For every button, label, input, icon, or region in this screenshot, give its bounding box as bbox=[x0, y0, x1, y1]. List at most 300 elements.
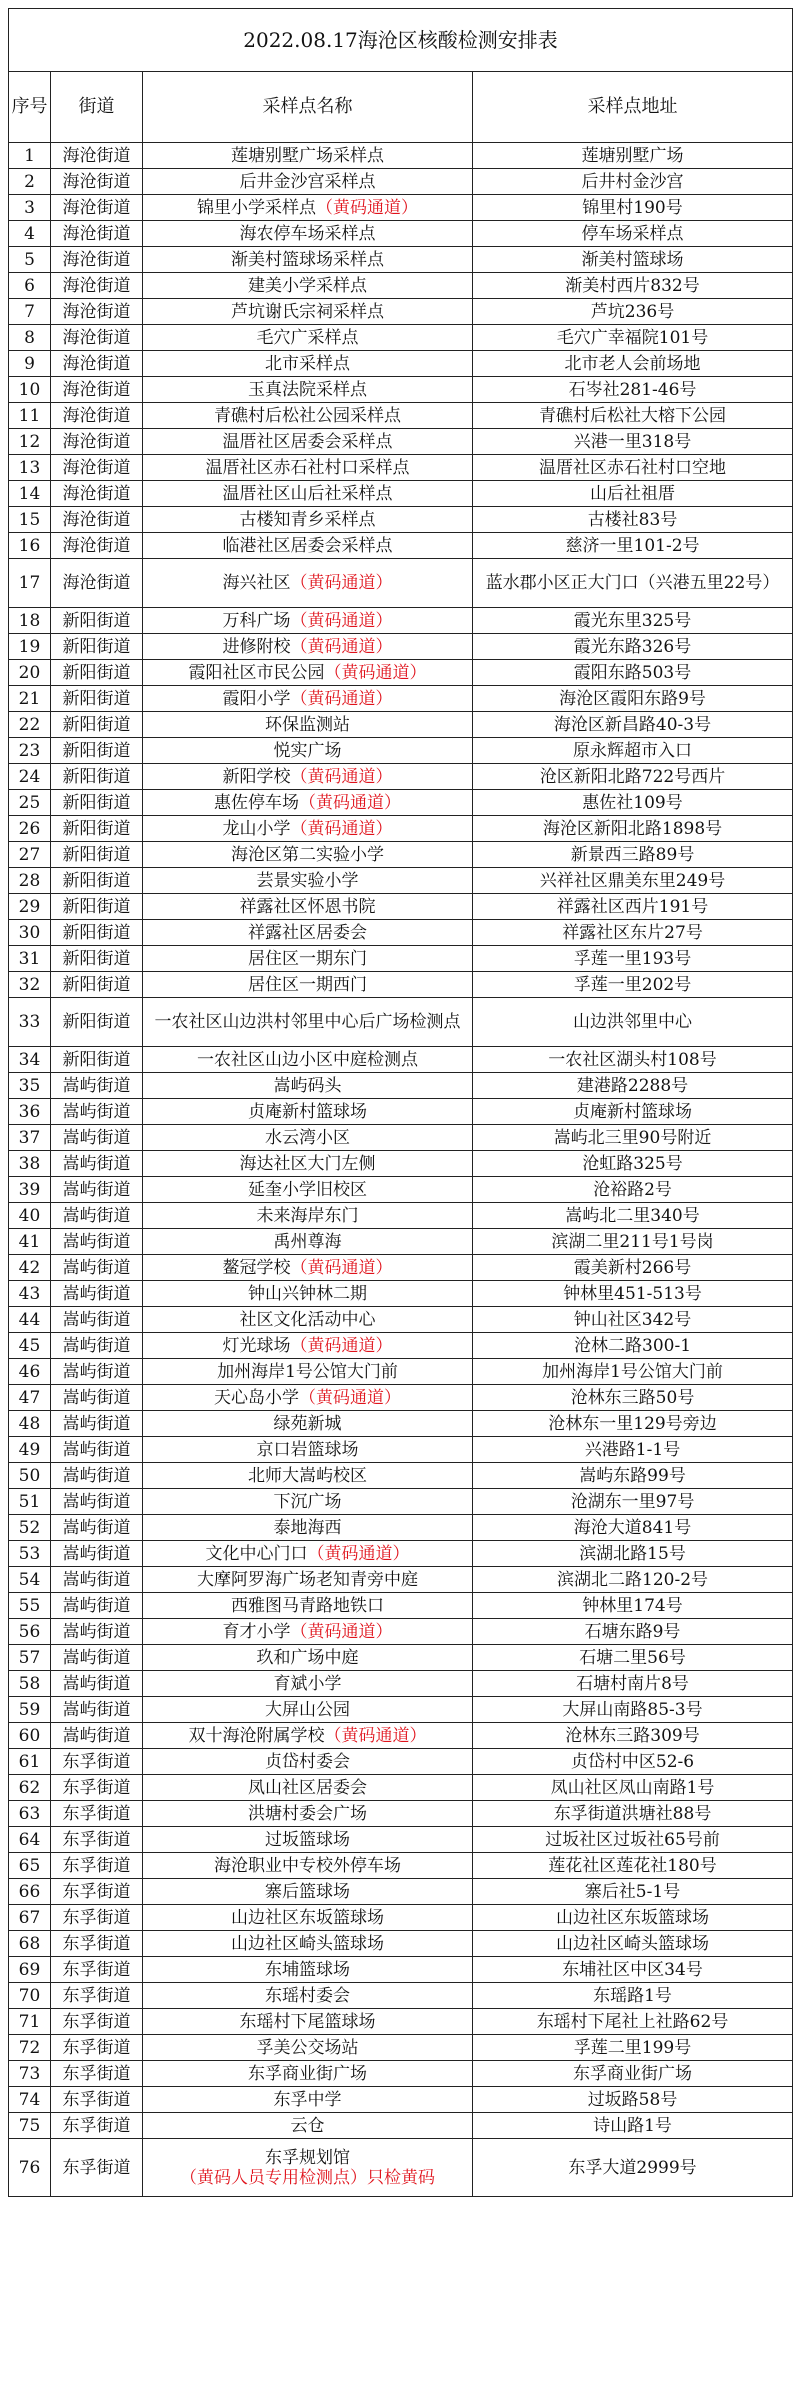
site-name-text: 霞阳社区市民公园 bbox=[188, 662, 325, 683]
table-row bbox=[9, 946, 793, 972]
site-name-text: 一农社区山边小区中庭检测点 bbox=[197, 1049, 418, 1070]
site-name-text: 北市采样点 bbox=[265, 353, 350, 374]
row-street: 新阳街道 bbox=[51, 686, 143, 712]
row-street: 嵩屿街道 bbox=[51, 1697, 143, 1723]
site-name-text: 芸景实验小学 bbox=[256, 870, 359, 891]
row-street: 海沧街道 bbox=[51, 169, 143, 195]
row-site-name bbox=[143, 764, 473, 790]
row-site-name bbox=[143, 325, 473, 351]
site-name-text: 未来海岸东门 bbox=[256, 1205, 359, 1226]
row-site-name bbox=[143, 299, 473, 325]
row-address: 蓝水郡小区正大门口（兴港五里22号） bbox=[473, 559, 793, 608]
yellow-code-tag: （黄码通道） bbox=[290, 766, 393, 787]
row-address: 钟林里451-513号 bbox=[473, 1281, 793, 1307]
site-name-text: 海达社区大门左侧 bbox=[239, 1153, 376, 1174]
row-street: 东孚街道 bbox=[51, 1905, 143, 1931]
row-street: 嵩屿街道 bbox=[51, 1333, 143, 1359]
row-street: 新阳街道 bbox=[51, 634, 143, 660]
site-name-text: 芦坑谢氏宗祠采样点 bbox=[231, 301, 384, 322]
row-street: 东孚街道 bbox=[51, 2009, 143, 2035]
row-seq: 20 bbox=[9, 660, 51, 686]
row-street: 嵩屿街道 bbox=[51, 1151, 143, 1177]
table-row bbox=[9, 221, 793, 247]
table-row bbox=[9, 1827, 793, 1853]
row-site-name bbox=[143, 403, 473, 429]
table-row bbox=[9, 351, 793, 377]
row-street: 嵩屿街道 bbox=[51, 1723, 143, 1749]
row-street: 嵩屿街道 bbox=[51, 1359, 143, 1385]
site-name-text: 过坂篮球场 bbox=[265, 1829, 350, 1850]
row-site-name bbox=[143, 686, 473, 712]
row-address: 东孚大道2999号 bbox=[473, 2139, 793, 2197]
row-seq: 73 bbox=[9, 2061, 51, 2087]
yellow-code-tag: （黄码通道） bbox=[290, 688, 393, 709]
row-site-name bbox=[143, 608, 473, 634]
yellow-code-tag: （黄码通道） bbox=[290, 1257, 393, 1278]
row-address: 海沧区霞阳东路9号 bbox=[473, 686, 793, 712]
table-row bbox=[9, 972, 793, 998]
row-site-name bbox=[143, 738, 473, 764]
site-name-text: 龙山小学 bbox=[222, 818, 291, 839]
row-address: 孚莲二里199号 bbox=[473, 2035, 793, 2061]
row-address: 贞岱村中区52-6 bbox=[473, 1749, 793, 1775]
row-street: 东孚街道 bbox=[51, 1983, 143, 2009]
row-address: 一农社区湖头村108号 bbox=[473, 1047, 793, 1073]
row-seq: 74 bbox=[9, 2087, 51, 2113]
site-name-text: 环保监测站 bbox=[265, 714, 350, 735]
site-name-text: 建美小学采样点 bbox=[248, 275, 367, 296]
row-site-name bbox=[143, 1385, 473, 1411]
row-site-name bbox=[143, 1619, 473, 1645]
site-name-text: 天心岛小学 bbox=[214, 1387, 299, 1408]
row-seq: 38 bbox=[9, 1151, 51, 1177]
row-address: 霞美新村266号 bbox=[473, 1255, 793, 1281]
row-seq: 12 bbox=[9, 429, 51, 455]
site-name-text: 万科广场 bbox=[222, 610, 291, 631]
site-name-text: 新阳学校 bbox=[222, 766, 291, 787]
table-row bbox=[9, 738, 793, 764]
table-row bbox=[9, 2009, 793, 2035]
row-seq: 31 bbox=[9, 946, 51, 972]
table-row bbox=[9, 1177, 793, 1203]
site-name-text: 海兴社区 bbox=[222, 573, 291, 593]
row-site-name bbox=[143, 1593, 473, 1619]
row-address: 沧湖东一里97号 bbox=[473, 1489, 793, 1515]
row-street: 新阳街道 bbox=[51, 946, 143, 972]
site-name-text: 寨后篮球场 bbox=[265, 1881, 350, 1902]
table-row bbox=[9, 559, 793, 608]
row-site-name bbox=[143, 533, 473, 559]
row-address: 凤山社区凤山南路1号 bbox=[473, 1775, 793, 1801]
table-row bbox=[9, 1853, 793, 1879]
table-row bbox=[9, 1905, 793, 1931]
row-site-name bbox=[143, 1567, 473, 1593]
row-seq: 68 bbox=[9, 1931, 51, 1957]
site-name-text: 温厝社区居委会采样点 bbox=[222, 431, 393, 452]
row-site-name bbox=[143, 816, 473, 842]
row-address: 沧林东三路309号 bbox=[473, 1723, 793, 1749]
row-seq: 49 bbox=[9, 1437, 51, 1463]
table-row bbox=[9, 1541, 793, 1567]
table-row bbox=[9, 712, 793, 738]
row-seq: 39 bbox=[9, 1177, 51, 1203]
yellow-code-tag: （黄码通道） bbox=[290, 573, 393, 593]
table-row bbox=[9, 608, 793, 634]
row-street: 新阳街道 bbox=[51, 998, 143, 1047]
row-site-name bbox=[143, 1073, 473, 1099]
row-address: 慈济一里101-2号 bbox=[473, 533, 793, 559]
row-address: 祥露社区东片27号 bbox=[473, 920, 793, 946]
row-seq: 26 bbox=[9, 816, 51, 842]
yellow-code-tag: （黄码人员专用检测点）只检黄码 bbox=[180, 2167, 435, 2188]
row-address: 山边社区崎头篮球场 bbox=[473, 1931, 793, 1957]
table-row bbox=[9, 2087, 793, 2113]
table-row bbox=[9, 195, 793, 221]
row-street: 嵩屿街道 bbox=[51, 1229, 143, 1255]
row-site-name bbox=[143, 1515, 473, 1541]
row-seq: 63 bbox=[9, 1801, 51, 1827]
table-row bbox=[9, 377, 793, 403]
row-site-name bbox=[143, 1905, 473, 1931]
row-seq: 18 bbox=[9, 608, 51, 634]
row-seq: 66 bbox=[9, 1879, 51, 1905]
row-site-name bbox=[143, 1099, 473, 1125]
site-name-text: 祥露社区居委会 bbox=[248, 922, 367, 943]
row-site-name bbox=[143, 972, 473, 998]
site-name-text: 鳌冠学校 bbox=[222, 1257, 291, 1278]
row-street: 海沧街道 bbox=[51, 481, 143, 507]
row-site-name bbox=[143, 1853, 473, 1879]
row-street: 嵩屿街道 bbox=[51, 1541, 143, 1567]
row-site-name bbox=[143, 2035, 473, 2061]
site-name-text: 海沧职业中专校外停车场 bbox=[214, 1855, 401, 1876]
row-address: 惠佐社109号 bbox=[473, 790, 793, 816]
table-row bbox=[9, 533, 793, 559]
site-name-text: 青礁村后松社公园采样点 bbox=[214, 405, 401, 426]
site-name-text: 玉真法院采样点 bbox=[248, 379, 367, 400]
row-street: 嵩屿街道 bbox=[51, 1099, 143, 1125]
row-site-name bbox=[143, 1749, 473, 1775]
row-street: 海沧街道 bbox=[51, 377, 143, 403]
row-site-name bbox=[143, 273, 473, 299]
header-street: 街道 bbox=[51, 72, 143, 143]
site-name-text: 居住区一期西门 bbox=[248, 974, 367, 995]
row-street: 海沧街道 bbox=[51, 221, 143, 247]
row-address: 沧林东三路50号 bbox=[473, 1385, 793, 1411]
row-address: 滨湖北路15号 bbox=[473, 1541, 793, 1567]
row-address: 过坂路58号 bbox=[473, 2087, 793, 2113]
row-seq: 60 bbox=[9, 1723, 51, 1749]
row-seq: 25 bbox=[9, 790, 51, 816]
table-row bbox=[9, 403, 793, 429]
table-row bbox=[9, 1957, 793, 1983]
row-seq: 13 bbox=[9, 455, 51, 481]
row-seq: 27 bbox=[9, 842, 51, 868]
row-site-name bbox=[143, 842, 473, 868]
row-address: 青礁村后松社大榕下公园 bbox=[473, 403, 793, 429]
site-name-text: 泰地海西 bbox=[273, 1517, 342, 1538]
row-site-name bbox=[143, 169, 473, 195]
site-name-text: 北师大嵩屿校区 bbox=[248, 1465, 367, 1486]
row-seq: 71 bbox=[9, 2009, 51, 2035]
row-street: 海沧街道 bbox=[51, 429, 143, 455]
site-name-text: 云仓 bbox=[290, 2115, 325, 2136]
row-site-name bbox=[143, 247, 473, 273]
table-row bbox=[9, 1307, 793, 1333]
row-address: 沧林二路300-1 bbox=[473, 1333, 793, 1359]
table-row bbox=[9, 247, 793, 273]
row-site-name bbox=[143, 1307, 473, 1333]
row-street: 海沧街道 bbox=[51, 247, 143, 273]
row-seq: 24 bbox=[9, 764, 51, 790]
site-name-text: 玖和广场中庭 bbox=[256, 1647, 359, 1668]
row-street: 嵩屿街道 bbox=[51, 1489, 143, 1515]
site-name-text: 大屏山公园 bbox=[265, 1699, 350, 1720]
row-site-name bbox=[143, 1203, 473, 1229]
row-street: 东孚街道 bbox=[51, 2139, 143, 2197]
row-street: 东孚街道 bbox=[51, 2061, 143, 2087]
row-seq: 7 bbox=[9, 299, 51, 325]
row-street: 海沧街道 bbox=[51, 273, 143, 299]
site-name-text: 钟山兴钟林二期 bbox=[248, 1283, 367, 1304]
table-row bbox=[9, 842, 793, 868]
yellow-code-tag: （黄码通道） bbox=[307, 1543, 410, 1564]
row-site-name bbox=[143, 455, 473, 481]
row-address: 建港路2288号 bbox=[473, 1073, 793, 1099]
row-seq: 9 bbox=[9, 351, 51, 377]
row-address: 兴祥社区鼎美东里249号 bbox=[473, 868, 793, 894]
header-address: 采样点地址 bbox=[473, 72, 793, 143]
table-row bbox=[9, 429, 793, 455]
site-name-text: 古楼知青乡采样点 bbox=[239, 509, 376, 530]
row-address: 过坂社区过坂社65号前 bbox=[473, 1827, 793, 1853]
row-site-name bbox=[143, 2113, 473, 2139]
row-street: 东孚街道 bbox=[51, 2113, 143, 2139]
table-row bbox=[9, 816, 793, 842]
row-street: 新阳街道 bbox=[51, 738, 143, 764]
row-street: 东孚街道 bbox=[51, 1775, 143, 1801]
table-row bbox=[9, 868, 793, 894]
row-seq: 11 bbox=[9, 403, 51, 429]
row-street: 新阳街道 bbox=[51, 712, 143, 738]
row-site-name bbox=[143, 351, 473, 377]
row-street: 东孚街道 bbox=[51, 2035, 143, 2061]
site-name-text: 惠佐停车场 bbox=[214, 792, 299, 813]
row-site-name bbox=[143, 1177, 473, 1203]
row-seq: 40 bbox=[9, 1203, 51, 1229]
table-row bbox=[9, 507, 793, 533]
site-name-text: 文化中心门口 bbox=[205, 1543, 308, 1564]
row-street: 嵩屿街道 bbox=[51, 1385, 143, 1411]
page-title: 2022.08.17海沧区核酸检测安排表 bbox=[9, 9, 793, 72]
header-seq: 序号 bbox=[9, 72, 51, 143]
table-row bbox=[9, 1073, 793, 1099]
row-seq: 33 bbox=[9, 998, 51, 1047]
row-address: 莲花社区莲花社180号 bbox=[473, 1853, 793, 1879]
row-street: 东孚街道 bbox=[51, 2087, 143, 2113]
row-seq: 75 bbox=[9, 2113, 51, 2139]
row-street: 海沧街道 bbox=[51, 403, 143, 429]
row-address: 沧虹路325号 bbox=[473, 1151, 793, 1177]
row-street: 海沧街道 bbox=[51, 351, 143, 377]
row-address: 停车场采样点 bbox=[473, 221, 793, 247]
row-site-name bbox=[143, 1931, 473, 1957]
row-seq: 36 bbox=[9, 1099, 51, 1125]
header-name: 采样点名称 bbox=[143, 72, 473, 143]
table-row bbox=[9, 1125, 793, 1151]
yellow-code-tag: （黄码通道） bbox=[290, 636, 393, 657]
table-row bbox=[9, 1151, 793, 1177]
table-row bbox=[9, 481, 793, 507]
row-seq: 50 bbox=[9, 1463, 51, 1489]
row-address: 滨湖二里211号1号岗 bbox=[473, 1229, 793, 1255]
row-address: 东埔社区中区34号 bbox=[473, 1957, 793, 1983]
table-row bbox=[9, 1255, 793, 1281]
table-row bbox=[9, 1515, 793, 1541]
site-name-text: 东瑶村下尾篮球场 bbox=[239, 2011, 376, 2032]
site-name-text: 京口岩篮球场 bbox=[256, 1439, 359, 1460]
row-seq: 72 bbox=[9, 2035, 51, 2061]
row-seq: 67 bbox=[9, 1905, 51, 1931]
row-site-name bbox=[143, 1671, 473, 1697]
row-address: 祥露社区西片191号 bbox=[473, 894, 793, 920]
row-site-name bbox=[143, 946, 473, 972]
row-seq: 8 bbox=[9, 325, 51, 351]
table-row bbox=[9, 1229, 793, 1255]
row-seq: 37 bbox=[9, 1125, 51, 1151]
table-row bbox=[9, 455, 793, 481]
row-site-name bbox=[143, 1541, 473, 1567]
row-address: 沧裕路2号 bbox=[473, 1177, 793, 1203]
row-street: 嵩屿街道 bbox=[51, 1515, 143, 1541]
row-seq: 19 bbox=[9, 634, 51, 660]
row-street: 新阳街道 bbox=[51, 1047, 143, 1073]
table-row bbox=[9, 790, 793, 816]
row-site-name bbox=[143, 1489, 473, 1515]
row-seq: 46 bbox=[9, 1359, 51, 1385]
row-address: 北市老人会前场地 bbox=[473, 351, 793, 377]
row-site-name bbox=[143, 1333, 473, 1359]
row-street: 东孚街道 bbox=[51, 1853, 143, 1879]
table-row bbox=[9, 2061, 793, 2087]
row-seq: 4 bbox=[9, 221, 51, 247]
row-street: 嵩屿街道 bbox=[51, 1593, 143, 1619]
row-address: 渐美村西片832号 bbox=[473, 273, 793, 299]
row-address: 兴港路1-1号 bbox=[473, 1437, 793, 1463]
site-name-text: 灯光球场 bbox=[222, 1335, 291, 1356]
row-street: 新阳街道 bbox=[51, 842, 143, 868]
row-address: 霞光东里325号 bbox=[473, 608, 793, 634]
table-row bbox=[9, 1333, 793, 1359]
table-row bbox=[9, 2139, 793, 2197]
table-row bbox=[9, 1203, 793, 1229]
row-seq: 62 bbox=[9, 1775, 51, 1801]
site-name-text: 东埔篮球场 bbox=[265, 1959, 350, 1980]
site-name-text: 进修附校 bbox=[222, 636, 291, 657]
row-street: 海沧街道 bbox=[51, 299, 143, 325]
table-row bbox=[9, 1567, 793, 1593]
row-seq: 65 bbox=[9, 1853, 51, 1879]
row-address: 东孚商业街广场 bbox=[473, 2061, 793, 2087]
row-seq: 52 bbox=[9, 1515, 51, 1541]
row-seq: 56 bbox=[9, 1619, 51, 1645]
table-row bbox=[9, 273, 793, 299]
site-name-text: 双十海沧附属学校 bbox=[188, 1725, 325, 1746]
site-name-text: 东瑶村委会 bbox=[265, 1985, 350, 2006]
site-name-text: 温厝社区山后社采样点 bbox=[222, 483, 393, 504]
table-row bbox=[9, 169, 793, 195]
site-name-text: 后井金沙宫采样点 bbox=[239, 171, 376, 192]
row-street: 嵩屿街道 bbox=[51, 1307, 143, 1333]
row-site-name bbox=[143, 660, 473, 686]
table-row bbox=[9, 1411, 793, 1437]
row-site-name bbox=[143, 1359, 473, 1385]
site-name-text: 育才小学 bbox=[222, 1621, 291, 1642]
row-address: 霞光东路326号 bbox=[473, 634, 793, 660]
table-row bbox=[9, 1697, 793, 1723]
row-seq: 34 bbox=[9, 1047, 51, 1073]
row-seq: 58 bbox=[9, 1671, 51, 1697]
table-row bbox=[9, 1047, 793, 1073]
row-street: 东孚街道 bbox=[51, 1879, 143, 1905]
row-seq: 69 bbox=[9, 1957, 51, 1983]
row-street: 新阳街道 bbox=[51, 868, 143, 894]
row-site-name bbox=[143, 221, 473, 247]
row-seq: 16 bbox=[9, 533, 51, 559]
table-row bbox=[9, 686, 793, 712]
row-seq: 47 bbox=[9, 1385, 51, 1411]
row-seq: 30 bbox=[9, 920, 51, 946]
row-address: 加州海岸1号公馆大门前 bbox=[473, 1359, 793, 1385]
row-site-name bbox=[143, 1411, 473, 1437]
row-site-name bbox=[143, 429, 473, 455]
row-street: 海沧街道 bbox=[51, 455, 143, 481]
row-seq: 17 bbox=[9, 559, 51, 608]
yellow-code-tag: （黄码通道） bbox=[324, 1725, 427, 1746]
row-site-name bbox=[143, 790, 473, 816]
yellow-code-tag: （黄码通道） bbox=[290, 610, 393, 631]
row-address: 石塘二里56号 bbox=[473, 1645, 793, 1671]
table-row bbox=[9, 1931, 793, 1957]
row-street: 新阳街道 bbox=[51, 608, 143, 634]
yellow-code-tag: （黄码通道） bbox=[299, 1387, 401, 1408]
row-street: 嵩屿街道 bbox=[51, 1073, 143, 1099]
row-seq: 28 bbox=[9, 868, 51, 894]
row-site-name bbox=[143, 1229, 473, 1255]
row-address: 钟山社区342号 bbox=[473, 1307, 793, 1333]
row-site-name bbox=[143, 1775, 473, 1801]
row-street: 新阳街道 bbox=[51, 790, 143, 816]
row-seq: 44 bbox=[9, 1307, 51, 1333]
row-seq: 53 bbox=[9, 1541, 51, 1567]
site-name-text: 大摩阿罗海广场老知青旁中庭 bbox=[197, 1569, 418, 1590]
row-seq: 45 bbox=[9, 1333, 51, 1359]
row-address: 霞阳东路503号 bbox=[473, 660, 793, 686]
site-name-text: 西雅图马青路地铁口 bbox=[231, 1595, 384, 1616]
site-name-text: 悦实广场 bbox=[273, 740, 342, 761]
row-address: 渐美村篮球场 bbox=[473, 247, 793, 273]
site-name-text: 山边社区崎头篮球场 bbox=[231, 1933, 384, 1954]
row-seq: 3 bbox=[9, 195, 51, 221]
yellow-code-tag: （黄码通道） bbox=[324, 662, 427, 683]
site-name-text: 凤山社区居委会 bbox=[248, 1777, 367, 1798]
row-street: 东孚街道 bbox=[51, 1801, 143, 1827]
row-site-name bbox=[143, 920, 473, 946]
row-site-name bbox=[143, 2139, 473, 2197]
row-address: 新景西三路89号 bbox=[473, 842, 793, 868]
row-address: 后井村金沙宫 bbox=[473, 169, 793, 195]
row-address: 海沧大道841号 bbox=[473, 1515, 793, 1541]
